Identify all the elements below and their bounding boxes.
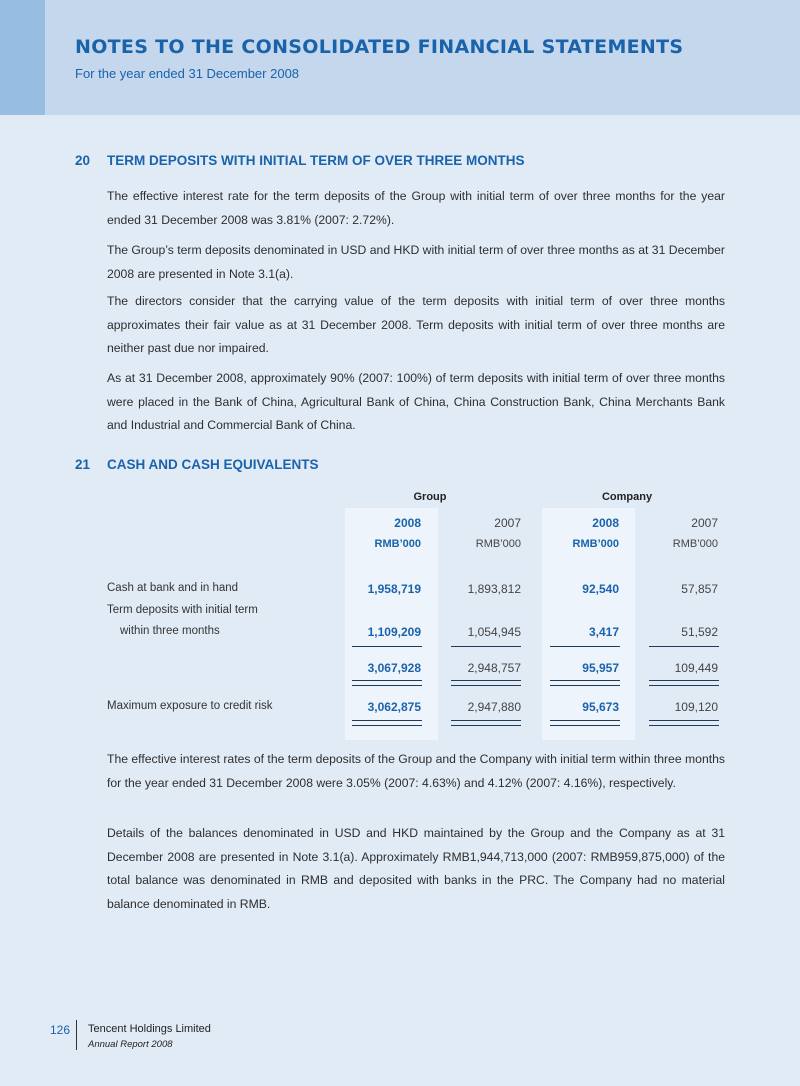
page-header <box>0 0 800 115</box>
table-cell: 3,067,928 <box>367 661 421 675</box>
table-cell: 3,417 <box>588 625 619 639</box>
table-cell: 92,540 <box>582 582 619 596</box>
table-cell: 95,673 <box>582 700 619 714</box>
table-cell: 1,893,812 <box>467 582 521 596</box>
company-header: Company <box>601 491 653 503</box>
page-number: 126 <box>50 1023 71 1037</box>
table-cell: 2,947,880 <box>467 700 521 714</box>
footer-report: Annual Report 2008 <box>88 1039 173 1050</box>
total-double-rule <box>550 680 620 686</box>
total-double-rule <box>451 680 521 686</box>
row-label: within three months <box>120 625 220 637</box>
table-cell: 1,109,209 <box>367 625 421 639</box>
total-double-rule <box>649 720 719 726</box>
unit-header: RMB’000 <box>572 538 619 550</box>
footer-divider <box>76 1020 77 1050</box>
row-label: Term deposits with initial term <box>107 604 258 616</box>
row-label: Cash at bank and in hand <box>107 582 239 594</box>
year-header: 2008 <box>592 516 619 530</box>
footer-company: Tencent Holdings Limited <box>88 1023 211 1035</box>
table-cell: 1,958,719 <box>367 582 421 596</box>
table-cell: 57,857 <box>681 582 718 596</box>
section-20-paragraph: The effective interest rate for the term deposits of the Group with initial term of over three months for the year ended 31 December 2008 was 3.81% (2007: 2.72%). <box>107 189 725 227</box>
subtotal-rule <box>352 646 422 647</box>
table-cell: 95,957 <box>582 661 619 675</box>
table-cell: 1,054,945 <box>467 625 521 639</box>
header-accent-tab <box>0 0 45 115</box>
year-header: 2008 <box>394 516 421 530</box>
subtotal-rule <box>451 646 521 647</box>
table-cell: 3,062,875 <box>367 700 421 714</box>
table-cell: 109,449 <box>674 661 718 675</box>
year-header: 2007 <box>494 516 521 530</box>
section-20-paragraph: The Group’s term deposits denominated in USD and HKD with initial term of over three months as at 31 December 2008 are presented in Note 3.1(a). <box>107 243 725 281</box>
section-20-paragraph: As at 31 December 2008, approximately 90% (2007: 100%) of term deposits with initial term of over three months were placed in the Bank of China, Agricultural Bank of China, China Construction Bank, China Merchants Bank and Industrial and Commercial Bank of China. <box>107 371 725 432</box>
page-title: NOTES TO THE CONSOLIDATED FINANCIAL STATEMENTS <box>75 36 684 58</box>
table-cell: 109,120 <box>674 700 718 714</box>
section-20-paragraph: The directors consider that the carrying value of the term deposits with initial term of over three months approximates their fair value as at 31 December 2008. Term deposits with initial term of over three months are neither past due nor impaired. <box>107 294 725 355</box>
subtotal-rule <box>550 646 620 647</box>
section-21-title: CASH AND CASH EQUIVALENTS <box>107 457 319 472</box>
group-header: Group <box>413 491 447 503</box>
table-cell: 51,592 <box>681 625 718 639</box>
subtotal-rule <box>649 646 719 647</box>
unit-header: RMB’000 <box>672 538 718 550</box>
unit-header: RMB’000 <box>374 538 421 550</box>
total-double-rule <box>649 680 719 686</box>
total-double-rule <box>550 720 620 726</box>
section-21-paragraph: Details of the balances denominated in USD and HKD maintained by the Group and the Company as at 31 December 2008 are presented in Note 3.1(a). Approximately RMB1,944,713,000 (2007: RMB959,875,000) of the total balance was denominated in RMB and deposited with banks in the PRC. The Company had no material balance denominated in RMB. <box>107 826 725 911</box>
year-header: 2007 <box>691 516 718 530</box>
section-20-number: 20 <box>75 153 91 168</box>
section-20-title: TERM DEPOSITS WITH INITIAL TERM OF OVER THREE MONTHS <box>107 153 525 168</box>
unit-header: RMB’000 <box>475 538 521 550</box>
row-label: Maximum exposure to credit risk <box>107 700 273 712</box>
total-double-rule <box>451 720 521 726</box>
total-double-rule <box>352 720 422 726</box>
total-double-rule <box>352 680 422 686</box>
section-21-paragraph: The effective interest rates of the term deposits of the Group and the Company with initial term within three months for the year ended 31 December 2008 were 3.05% (2007: 4.63%) and 4.12% (2007: 4.16%), respectively. <box>107 752 725 790</box>
section-21-number: 21 <box>75 457 91 472</box>
page-subtitle: For the year ended 31 December 2008 <box>75 66 300 81</box>
table-cell: 2,948,757 <box>467 661 521 675</box>
